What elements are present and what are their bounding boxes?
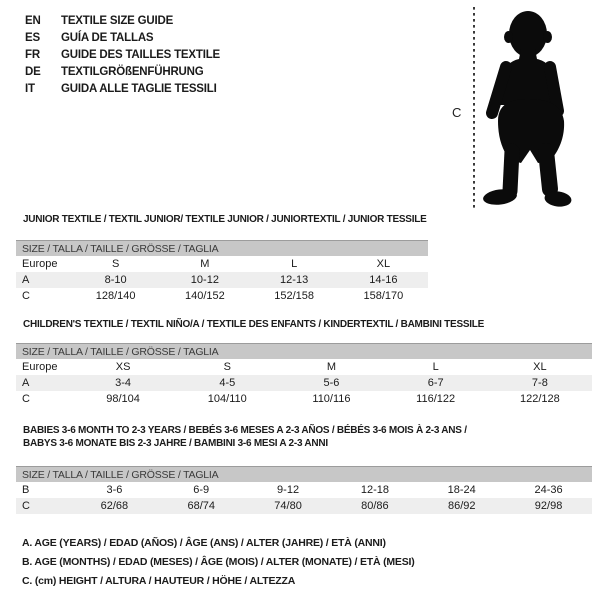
guide-title-it: GUIDA ALLE TAGLIE TESSILI	[61, 83, 217, 95]
language-code: DE	[25, 66, 41, 78]
table-cell: 110/116	[312, 392, 351, 405]
height-reference-label: C	[452, 105, 462, 120]
table-cell: 158/170	[363, 289, 404, 302]
table-row	[16, 256, 428, 272]
table-cell: XS	[115, 360, 131, 373]
table-cell: 116/122	[416, 392, 456, 405]
table-cell: 4-5	[175, 375, 279, 391]
legend-age-years: A. AGE (YEARS) / EDAD (AÑOS) / ÂGE (ANS) / ALTER (JAHRE) / ETÀ (ANNI)	[22, 537, 386, 549]
table-cell: 7-8	[488, 375, 592, 391]
table-cell: 140/152	[184, 289, 225, 302]
table-cell: 6-9	[193, 483, 210, 496]
children-size-table	[16, 343, 592, 407]
children-section-title-wrap	[16, 318, 592, 331]
table-cell: 74/80	[245, 498, 332, 514]
table-cell: S	[111, 257, 120, 270]
table-cell: M	[326, 360, 337, 373]
table-cell: 86/92	[418, 498, 505, 514]
language-code: EN	[25, 15, 41, 27]
guide-title-en: TEXTILE SIZE GUIDE	[61, 15, 174, 27]
babies-section-title-wrap	[16, 424, 592, 450]
guide-title-fr: GUIDE DES TAILLES TEXTILE	[61, 49, 220, 61]
table-row-label: Europe	[22, 360, 58, 373]
size-header-bar: SIZE / TALLA / TAILLE / GRÖSSE / TAGLIA	[16, 344, 592, 360]
children-section-title: CHILDREN'S TEXTILE / TEXTIL NIÑO/A / TEXTILE DES ENFANTS / KINDERTEXTIL / BAMBINI TESSILE	[23, 319, 485, 330]
language-row-de	[25, 64, 220, 81]
babies-section-title-line2: BABYS 3-6 MONATE BIS 2-3 JAHRE / BAMBINI 3-6 MESI A 2-3 ANNI	[23, 438, 328, 449]
table-cell: 122/128	[519, 392, 560, 405]
baby-silhouette	[482, 11, 572, 208]
table-cell: 14-16	[339, 272, 428, 288]
table-cell: 9-12	[277, 483, 300, 496]
table-cell: M	[200, 257, 210, 270]
table-cell: 68/74	[158, 498, 245, 514]
table-row-label: A	[16, 272, 71, 288]
table-row	[16, 272, 428, 288]
babies-section-title-line1: BABIES 3-6 MONTH TO 2-3 YEARS / BEBÉS 3-6 MESES A 2-3 AÑOS / BÉBÉS 3-6 MOIS À 2-3 ANS /	[23, 425, 467, 436]
language-code: ES	[25, 32, 40, 44]
babies-textile-section	[16, 424, 592, 514]
table-cell: 5-6	[279, 375, 383, 391]
table-cell: 3-4	[71, 375, 175, 391]
babies-size-table	[16, 466, 592, 514]
table-row	[16, 359, 592, 375]
table-cell: 80/86	[331, 498, 418, 514]
table-cell: 98/104	[106, 392, 140, 405]
table-row-label: C	[22, 392, 30, 405]
table-row	[16, 482, 592, 498]
table-cell: L	[291, 257, 298, 270]
table-cell: XL	[376, 257, 391, 270]
table-row	[16, 391, 592, 407]
language-code: IT	[25, 83, 35, 95]
table-cell: 104/110	[207, 392, 247, 405]
legend-height-cm: C. (cm) HEIGHT / ALTURA / HAUTEUR / HÖHE / ALTEZZA	[22, 575, 296, 587]
junior-section-title-wrap	[16, 213, 428, 226]
table-cell: 3-6	[106, 483, 123, 496]
legend-age-months: B. AGE (MONTHS) / EDAD (MESES) / ÂGE (MOIS) / ALTER (MONATE) / ETÀ (MESI)	[22, 556, 415, 568]
guide-title-de: TEXTILGRÖßENFÜHRUNG	[61, 66, 204, 78]
table-cell: 8-10	[71, 272, 160, 288]
table-cell: 128/140	[95, 289, 136, 302]
measurement-legend	[22, 534, 415, 591]
table-row-label: A	[16, 375, 71, 391]
table-row-label: C	[16, 498, 71, 514]
table-cell: 6-7	[384, 375, 488, 391]
language-code: FR	[25, 49, 40, 61]
table-cell: XL	[533, 360, 547, 373]
language-row-it	[25, 81, 220, 98]
table-cell: S	[223, 360, 231, 373]
table-row-label: C	[22, 289, 30, 302]
language-row-en	[25, 13, 220, 30]
table-cell: 62/68	[71, 498, 158, 514]
table-row-label: B	[22, 483, 30, 496]
baby-figure	[440, 3, 580, 215]
junior-textile-section	[16, 213, 428, 304]
table-cell: 18-24	[447, 483, 476, 496]
baby-silhouette-graphic	[440, 3, 580, 215]
table-cell: 12-18	[360, 483, 389, 496]
table-cell: 12-13	[250, 272, 339, 288]
size-header-bar: SIZE / TALLA / TAILLE / GRÖSSE / TAGLIA	[16, 467, 592, 483]
size-header-bar: SIZE / TALLA / TAILLE / GRÖSSE / TAGLIA	[16, 241, 428, 257]
language-row-es	[25, 30, 220, 47]
junior-size-table	[16, 240, 428, 304]
table-cell: 10-12	[160, 272, 249, 288]
language-title-block	[25, 13, 220, 98]
table-row	[16, 288, 428, 304]
table-cell: 92/98	[505, 498, 592, 514]
table-cell: 152/158	[274, 289, 314, 302]
table-cell: L	[432, 360, 439, 373]
table-row	[16, 498, 592, 514]
language-row-fr	[25, 47, 220, 64]
guide-title-es: GUÍA DE TALLAS	[61, 32, 154, 44]
children-textile-section	[16, 318, 592, 407]
junior-section-title: JUNIOR TEXTILE / TEXTIL JUNIOR/ TEXTILE JUNIOR / JUNIORTEXTIL / JUNIOR TESSILE	[23, 214, 427, 225]
table-cell: 24-36	[534, 483, 563, 496]
table-row	[16, 375, 592, 391]
table-row-label: Europe	[22, 257, 58, 270]
